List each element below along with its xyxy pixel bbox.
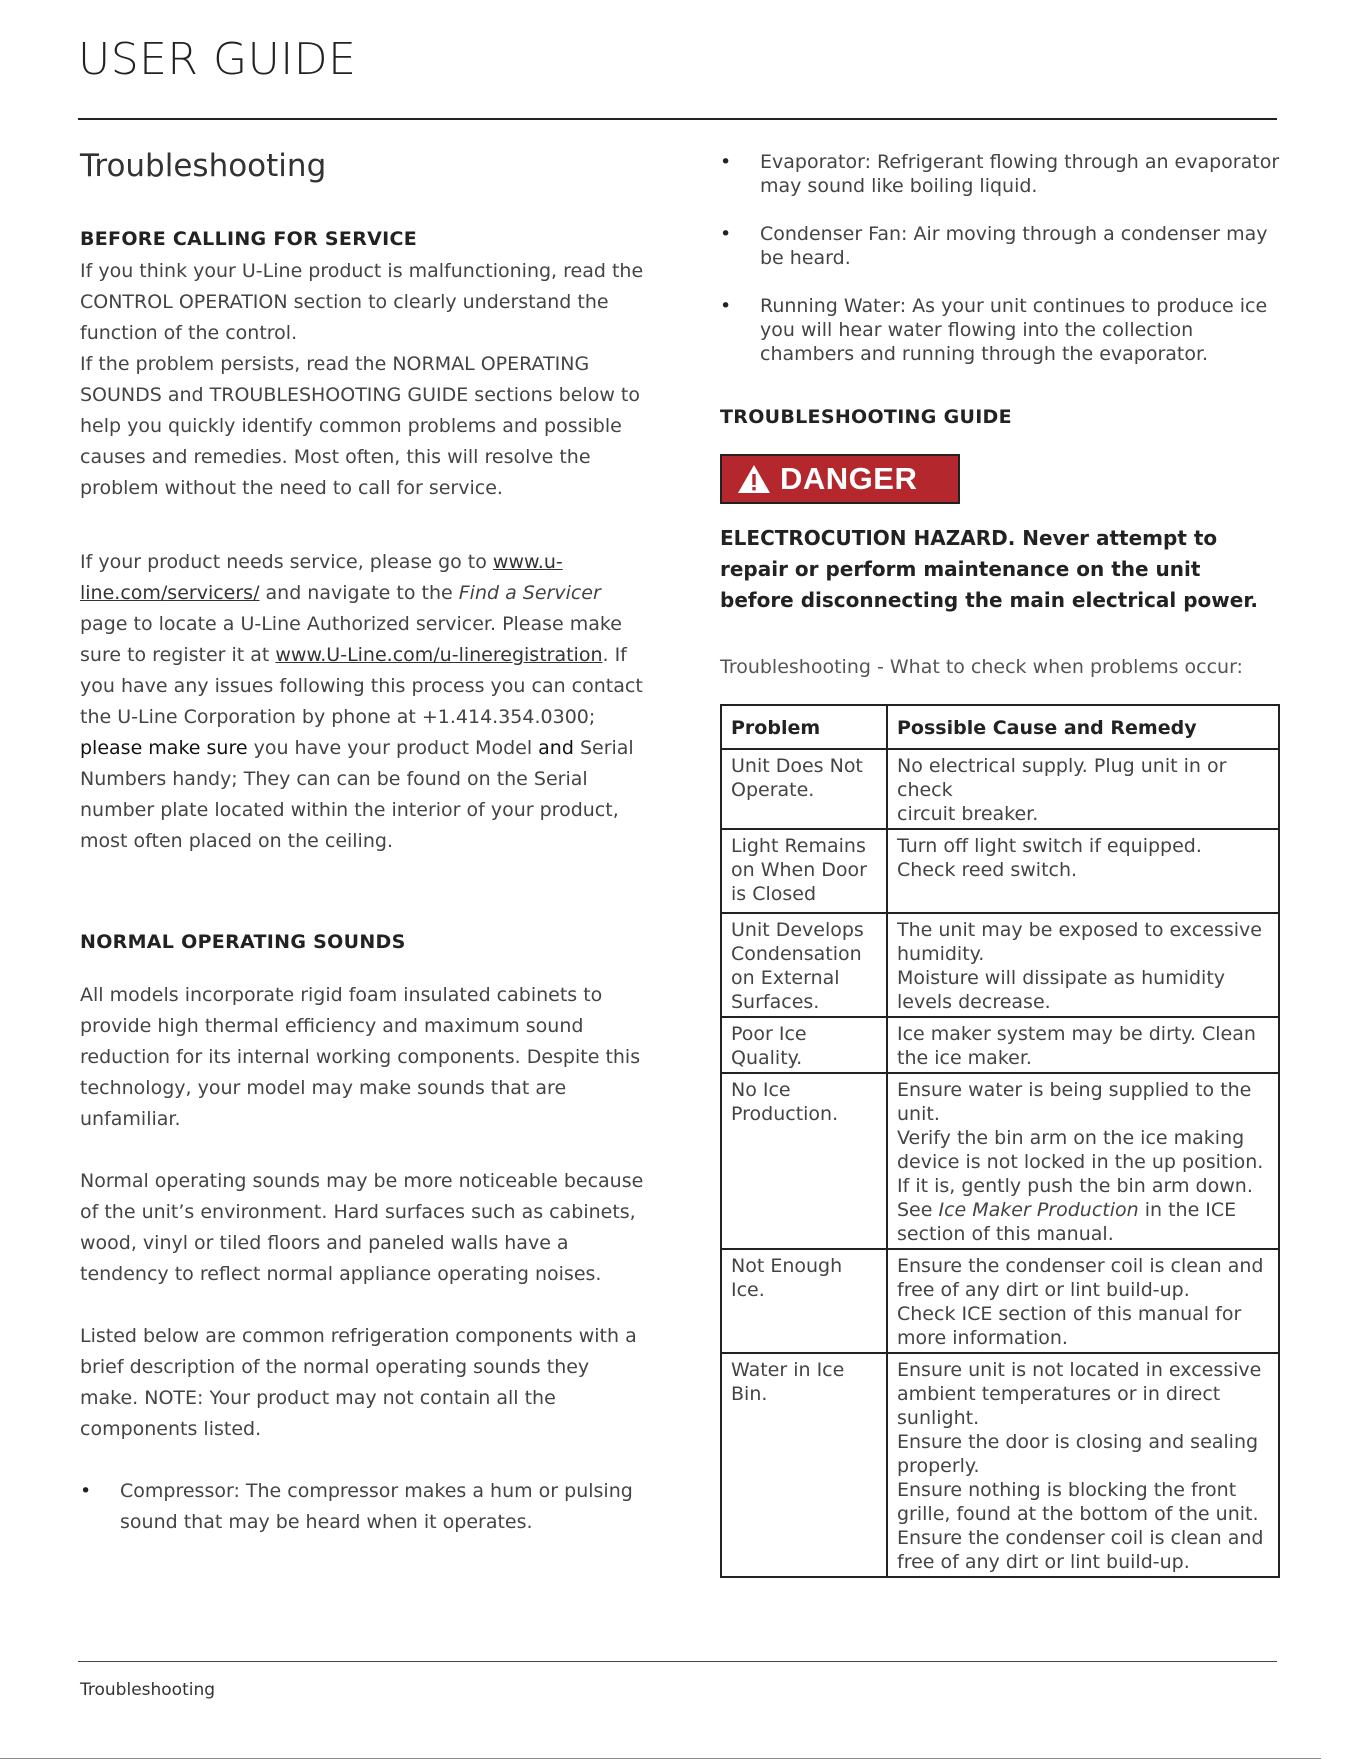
- sound-bullet-list: [720, 150, 1280, 366]
- problem-cell: Poor Ice Quality.: [721, 1017, 887, 1073]
- remedy-cell: [887, 749, 1279, 829]
- header-divider: [78, 118, 1277, 120]
- warning-triangle-icon: [736, 463, 772, 495]
- problem-cell: No Ice Production.: [721, 1073, 887, 1249]
- danger-label-box: [720, 454, 960, 504]
- remedy-cell: [887, 913, 1279, 1017]
- service-text-b: and navigate to the: [259, 582, 459, 604]
- remedy-line: Check ICE section of this manual for more information.: [897, 1303, 1242, 1349]
- service-text-a: If your product needs service, please go to: [80, 551, 493, 573]
- footer-divider: [78, 1661, 1277, 1662]
- footer-section-label: Troubleshooting: [80, 1680, 216, 1700]
- danger-label: DANGER: [780, 461, 918, 496]
- electrocution-hazard-warning: ELECTROCUTION HAZARD. Never attempt to repair or perform maintenance on the unit before disconnecting the main electrical power.: [720, 526, 1258, 612]
- column-header-problem: Problem: [721, 705, 887, 749]
- remedy-line: Verify the bin arm on the ice making device is not locked in the up position. If it is, gently push the bin arm down.: [897, 1127, 1264, 1197]
- remedy-line: Check reed switch.: [897, 859, 1078, 881]
- page-header-title: USER GUIDE: [78, 34, 357, 85]
- remedy-line: Ensure the condenser coil is clean and free of any dirt or lint build-up.: [897, 1255, 1264, 1301]
- remedy-line: Ensure nothing is blocking the front grille, found at the bottom of the unit.: [897, 1479, 1259, 1525]
- problem-cell: Not Enough Ice.: [721, 1249, 887, 1353]
- normal-sounds-paragraph-3: Listed below are common refrigeration components with a brief description of the normal operating sounds they make. NOTE: Your product may not contain all the components listed.: [80, 1325, 637, 1440]
- before-calling-paragraph-1: If you think your U-Line product is malfunctioning, read the CONTROL OPERATION section to clearly understand the function of the control.: [80, 260, 644, 344]
- table-row: [721, 749, 1279, 829]
- table-row: [721, 1249, 1279, 1353]
- troubleshooting-guide-heading: TROUBLESHOOTING GUIDE: [720, 406, 1012, 428]
- remedy-cell: [887, 1249, 1279, 1353]
- right-column: [720, 150, 1280, 1578]
- remedy-text: See: [897, 1199, 939, 1221]
- ice-maker-production-text: Ice Maker Production: [938, 1199, 1139, 1221]
- remedy-cell: [887, 829, 1279, 913]
- normal-sounds-heading: NORMAL OPERATING SOUNDS: [80, 931, 406, 953]
- table-row: [721, 829, 1279, 913]
- remedy-cell: [887, 1353, 1279, 1577]
- table-row: [721, 1017, 1279, 1073]
- table-header-row: [721, 705, 1279, 749]
- table-row: [721, 913, 1279, 1017]
- before-calling-paragraph-2: If the problem persists, read the NORMAL OPERATING SOUNDS and TROUBLESHOOTING GUIDE sections below to help you quickly identify common problems and possible causes and remedies. Most often, this will resolve the problem without the need to call for service.: [80, 353, 640, 499]
- service-paragraph: [80, 547, 650, 857]
- remedy-line: Ensure the condenser coil is clean and free of any dirt or lint build-up.: [897, 1527, 1264, 1573]
- problem-cell: Unit Does Not Operate.: [721, 749, 887, 829]
- page-bottom-edge: [0, 1758, 1321, 1759]
- service-text-c: page to locate a U-Line Authorized servicer. Please make sure to register it at: [80, 613, 622, 666]
- and-text: and: [538, 737, 574, 759]
- find-a-servicer-text: Find a Servicer: [458, 582, 601, 604]
- remedy-line: Ensure unit is not located in excessive ambient temperatures or in direct sunlight.: [897, 1359, 1262, 1429]
- bullet-running-water: • Running Water: As your unit continues to produce ice you will hear water flowing into the collection chambers and running through the evaporator.: [720, 294, 1280, 366]
- remedy-line: [897, 1198, 1269, 1246]
- problem-cell: Light Remains on When Door is Closed: [721, 829, 887, 913]
- remedy-line: The unit may be exposed to excessive humidity.: [897, 919, 1262, 965]
- troubleshooting-intro: Troubleshooting - What to check when problems occur:: [720, 656, 1243, 678]
- remedy-line: No electrical supply. Plug unit in or check: [897, 755, 1227, 801]
- remedy-line: circuit breaker.: [897, 803, 1039, 825]
- troubleshooting-table: [720, 704, 1280, 1578]
- before-calling-heading: BEFORE CALLING FOR SERVICE: [80, 228, 418, 250]
- table-row: [721, 1073, 1279, 1249]
- remedy-cell: [887, 1017, 1279, 1073]
- problem-cell: Water in Ice Bin.: [721, 1353, 887, 1577]
- section-title: Troubleshooting: [80, 148, 327, 184]
- bullet-compressor: • Compressor: The compressor makes a hum or pulsing sound that may be heard when it operates.: [80, 1476, 650, 1538]
- remedy-text: in the ICE section of this manual.: [897, 1199, 1237, 1245]
- remedy-line: Moisture will dissipate as humidity levels decrease.: [897, 967, 1226, 1013]
- servicers-link[interactable]: www.u-line.com/servicers/: [80, 551, 563, 604]
- column-header-remedy: Possible Cause and Remedy: [887, 705, 1279, 749]
- please-make-sure-text: please make sure: [80, 737, 248, 759]
- normal-sounds-paragraph-1: All models incorporate rigid foam insulated cabinets to provide high thermal efficiency and maximum sound reduction for its internal working components. Despite this technology, your model may make sounds that are unfamiliar.: [80, 984, 641, 1130]
- remedy-line: Turn off light switch if equipped.: [897, 835, 1202, 857]
- table-row: [721, 1353, 1279, 1577]
- bullet-condenser-fan: • Condenser Fan: Air moving through a condenser may be heard.: [720, 222, 1280, 270]
- normal-sounds-paragraph-2: Normal operating sounds may be more noticeable because of the unit’s environment. Hard surfaces such as cabinets, wood, vinyl or tiled floors and paneled walls have a tendency to reflect normal appliance operating noises.: [80, 1170, 644, 1285]
- registration-link[interactable]: www.U-Line.com/u-lineregistration: [275, 644, 603, 666]
- remedy-line: Ensure water is being supplied to the unit.: [897, 1079, 1252, 1125]
- left-column: [80, 148, 650, 1538]
- left-bullet-list: [80, 1476, 650, 1538]
- remedy-line: Ice maker system may be dirty. Clean the ice maker.: [897, 1023, 1256, 1069]
- remedy-cell: [887, 1073, 1279, 1249]
- service-text-e: you have your product Model: [247, 737, 539, 759]
- bullet-evaporator: • Evaporator: Refrigerant flowing through an evaporator may sound like boiling liquid.: [720, 150, 1280, 198]
- problem-cell: Unit Develops Condensation on External Surfaces.: [721, 913, 887, 1017]
- remedy-line: Ensure the door is closing and sealing properly.: [897, 1431, 1259, 1477]
- service-text-d: . If you have any issues following this process you can contact the U-Line Corporation by phone at +1.414.354.0300;: [80, 644, 643, 728]
- service-text-f: Serial Numbers handy; They can can be found on the Serial number plate located within the interior of your product, most often placed on the ceiling.: [80, 737, 634, 852]
